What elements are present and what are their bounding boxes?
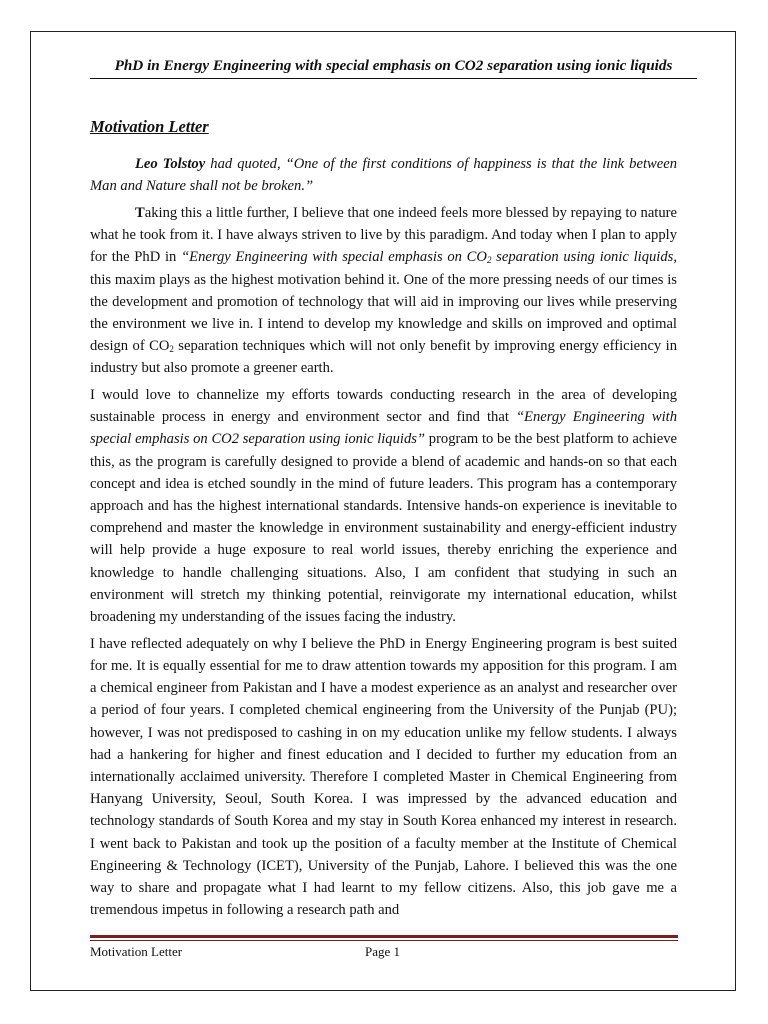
header-title: PhD in Energy Engineering with special emphasis on CO2 separation using ionic liquids — [90, 56, 697, 79]
drop-letter: T — [135, 204, 145, 221]
paragraph-text: separation techniques which will not only benefit by improving energy efficiency in industry but also promote a greener earth. — [90, 338, 677, 377]
quote-author: Leo Tolstoy — [135, 156, 206, 172]
program-name-italic: “Energy Engineering with special emphasis on CO2 separation using ionic liquids” — [90, 409, 678, 448]
paragraph-text: program to be the best platform to achieve this, as the program is carefully designed to provide a blend of academic and hands-on so that each concept and idea is etched soundly in the mind of future leaders. This program has a contemporary approach and has the highest international standards. Intensive hands-on experience is inevitable to comprehend and master the knowledge in environment sustainability and energy-efficient industry will help provide a huge exposure to real world issues, thereby enriching the experience and knowledge to handle challenging situations. Also, I am confident that studying in such an environment will stretch my thinking potential, reinvigorate my international education, whilst broadening my understanding of the issues facing the industry. — [90, 431, 677, 626]
paragraph-text: , this maxim plays as the highest motivation behind it. One of the more pressing needs of our times is the development and promotion of technology that will aid in improving our lives while preserving the environment we live in. I intend to develop my knowledge and skills on improved and optimal design of CO — [90, 249, 677, 355]
footer-label: Motivation Letter — [90, 944, 183, 959]
paragraph-text: I would love to channelize my efforts towards conducting research in the area of developing sustainable process in energy and environment sector and find that — [90, 387, 677, 426]
subscript: 2 — [486, 255, 492, 266]
page-number: Page 1 — [365, 944, 401, 959]
paragraph-research — [90, 384, 677, 628]
footer-rule-thick — [90, 935, 678, 938]
paragraph-motivation — [90, 202, 677, 380]
quote-text: had quoted, “One of the first conditions of happiness is that the link between Man and Nature shall not be broken.” — [90, 156, 678, 195]
program-name-italic: separation using ionic liquids — [491, 249, 674, 266]
footer-rule — [90, 935, 678, 941]
paragraph-background: I have reflected adequately on why I believe the PhD in Energy Engineering program is best suited for me. It is equally essential for me to draw attention towards my apposition for this program. I am a chemical engineer from Pakistan and I have a modest experience as an analyst and researcher over a period of four years. I completed chemical engineering from the University of the Punjab (PU); however, I was not predisposed to cashing in on my education unlike my fellow students. I always had a hankering for higher and finest education and I decided to further my education from an internationally acclaimed university. Therefore I completed Master in Chemical Engineering from Hanyang University, Seoul, South Korea. I was impressed by the advanced education and technology standards of South Korea and my stay in South Korea enhanced my interest in research. I went back to Pakistan and took up the position of a faculty member at the Institute of Chemical Engineering & Technology (ICET), University of the Punjab, Lahore. I believed this was the one way to share and propagate what I had learnt to my fellow citizens. Also, this job gave me a tremendous impetus in following a research path and — [90, 635, 677, 919]
document-heading: Motivation Letter — [90, 117, 209, 136]
letter-body — [90, 153, 677, 926]
subscript: 2 — [169, 344, 174, 355]
paragraph-quote — [90, 153, 677, 197]
paragraph-text: aking this a little further, I believe that one indeed feels more blessed by repaying to nature what he took from it. I have always striven to live by this paradigm. And today when I plan to apply for the PhD in — [90, 204, 677, 266]
footer-rule-thin — [90, 940, 678, 941]
program-name-italic: “Energy Engineering with special emphasis on CO — [181, 249, 487, 266]
